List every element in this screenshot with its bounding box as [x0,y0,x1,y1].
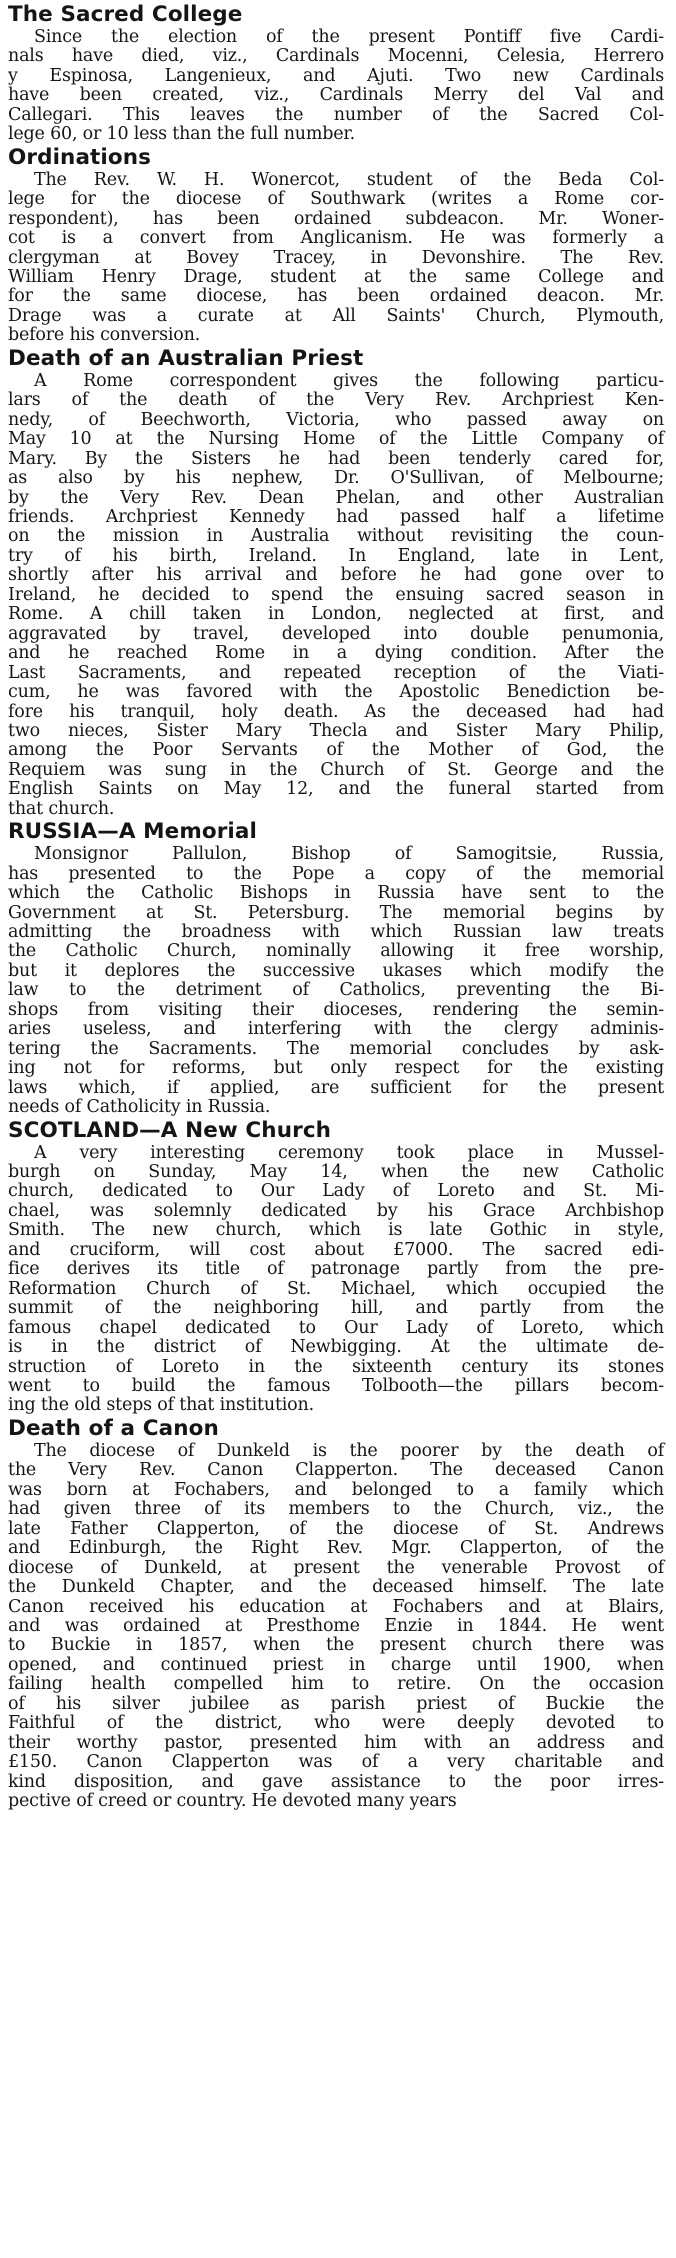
article-heading: Death of an Australian Priest [8,345,364,371]
text-line: y Espinosa, Langenieux, and Ajuti. Two new Cardinals [8,65,664,86]
text-line: lege 60, or 10 less than the full number. [8,124,356,145]
text-line: shops from visiting their dioceses, rendering the semin- [8,999,664,1020]
text-line: before his conversion. [8,325,201,346]
text-line: William Henry Drage, student at the same College and [8,266,664,287]
text-line: diocese of Dunkeld, at present the venerable Provost of [8,1557,664,1578]
text-line: opened, and continued priest in charge until 1900, when [8,1654,664,1675]
article-body [8,171,664,346]
text-line: aggravated by travel, developed into double penumonia, [8,623,664,644]
text-line: late Father Clapperton, of the diocese of St. Andrews [8,1518,664,1539]
text-line: burgh on Sunday, May 14, when the new Catholic [8,1162,664,1183]
text-line: Last Sacraments, and repeated reception of the Viati- [8,662,664,683]
text-line: struction of Loreto in the sixteenth century its stones [8,1356,664,1377]
text-line: nals have died, viz., Cardinals Mocenni, Celesia, Herrero [8,46,664,67]
text-line: £150. Canon Clapperton was of a very charitable and [8,1752,664,1773]
text-line: ing not for reforms, but only respect for the existing [8,1058,664,1079]
text-line: the Very Rev. Canon Clapperton. The deceased Canon [8,1460,664,1481]
text-line: A very interesting ceremony took place in Mussel- [34,1142,664,1163]
text-line: and Edinburgh, the Right Rev. Mgr. Clapperton, of the [8,1538,664,1559]
article-heading: Death of a Canon [8,1415,219,1441]
text-line: has presented to the Pope a copy of the memorial [8,863,664,884]
text-line: ing the old steps of that institution. [8,1395,314,1416]
article [8,819,664,1117]
text-line: the Catholic Church, nominally allowing it free worship, [8,941,664,962]
article-column [8,2,664,1812]
text-line: English Saints on May 12, and the funeral started from [8,779,664,800]
text-line: their worthy pastor, presented him with an address and [8,1732,664,1753]
text-line: as also by his nephew, Dr. O'Sullivan, of Melbourne; [8,468,664,489]
text-line: Smith. The new church, which is late Gothic in style, [8,1220,664,1241]
text-line: law to the detriment of Catholics, preventing the Bi- [8,980,664,1001]
article-body [8,1442,664,1812]
text-line: for the same diocese, has been ordained deacon. Mr. [8,286,664,307]
article [8,2,664,145]
text-line: admitting the broadness with which Russian law treats [8,922,664,943]
text-line: by the Very Rev. Dean Phelan, and other Australian [8,487,664,508]
text-line: and cruciform, will cost about £7000. The sacred edi- [8,1239,664,1260]
text-line: The Rev. W. H. Wonercot, student of the Beda Col- [34,169,664,190]
text-line: laws which, if applied, are sufficient for the present [8,1077,664,1098]
text-line: tering the Sacraments. The memorial concludes by ask- [8,1038,664,1059]
article [8,145,664,346]
text-line: lars of the death of the Very Rev. Archpriest Ken- [8,390,664,411]
article-body [8,28,664,145]
text-line: Monsignor Pallulon, Bishop of Samogitsie, Russia, [34,844,664,865]
text-line: have been created, viz., Cardinals Merry del Val and [8,85,664,106]
text-line: and he reached Rome in a dying condition. After the [8,643,664,664]
text-line: church, dedicated to Our Lady of Loreto and St. Mi- [8,1181,664,1202]
text-line: lege for the diocese of Southwark (writes a Rome cor- [8,189,664,210]
text-line: went to build the famous Tolbooth—the pillars becom- [8,1376,664,1396]
text-line: Faithful of the district, who were deeply devoted to [8,1713,664,1734]
text-line: which the Catholic Bishops in Russia have sent to the [8,883,664,904]
text-line: nedy, of Beechworth, Victoria, who passed away on [8,409,664,430]
text-line: The diocese of Dunkeld is the poorer by the death of [34,1440,664,1461]
text-line: try of his birth, Ireland. In England, late in Lent, [8,545,664,566]
article-body [8,1144,664,1416]
text-line: and was ordained at Presthome Enzie in 1844. He went [8,1615,664,1636]
text-line: shortly after his arrival and before he had gone over to [8,565,664,586]
text-line: failing health compelled him to retire. On the occasion [8,1674,664,1695]
text-line: the Dunkeld Chapter, and the deceased himself. The late [8,1577,664,1598]
text-line: May 10 at the Nursing Home of the Little Company of [8,429,664,450]
text-line: famous chapel dedicated to Our Lady of Loreto, which [8,1317,664,1338]
text-line: Callegari. This leaves the number of the Sacred Col- [8,104,664,125]
text-line: is in the district of Newbigging. At the ultimate de- [8,1337,664,1358]
article [8,1118,664,1416]
text-line: aries useless, and interfering with the clergy adminis- [8,1019,664,1040]
article-body [8,845,664,1117]
text-line: kind disposition, and gave assistance to the poor irres- [8,1771,664,1792]
article [8,346,664,819]
text-line: chael, was solemnly dedicated by his Grace Archbishop [8,1200,664,1221]
text-line: clergyman at Bovey Tracey, in Devonshire. The Rev. [8,247,664,268]
text-line: Government at St. Petersburg. The memorial begins by [8,902,664,923]
text-line: Drage was a curate at All Saints' Church, Plymouth, [8,305,664,326]
text-line: cot is a convert from Anglicanism. He was formerly a [8,228,664,249]
text-line: to Buckie in 1857, when the present church there was [8,1635,664,1656]
text-line: was born at Fochabers, and belonged to a family which [8,1479,664,1500]
text-line: A Rome correspondent gives the following particu- [34,370,664,391]
text-line: Rome. A chill taken in London, neglected at first, and [8,604,664,625]
text-line: Reformation Church of St. Michael, which occupied the [8,1278,664,1299]
text-line: needs of Catholicity in Russia. [8,1097,271,1118]
text-line: Since the election of the present Pontiff five Cardi- [34,27,664,47]
text-line: among the Poor Servants of the Mother of God, the [8,740,664,761]
text-line: Mary. By the Sisters he had been tenderly cared for, [8,448,664,469]
text-line: Canon received his education at Fochabers and at Blairs, [8,1596,664,1617]
article-heading: SCOTLAND—A New Church [8,1117,332,1143]
article-heading: Ordinations [8,144,152,170]
text-line: two nieces, Sister Mary Thecla and Sister Mary Philip, [8,720,664,741]
article-heading: The Sacred College [8,2,243,27]
text-line: that church. [8,798,115,819]
text-line: pective of creed or country. He devoted many years [8,1791,457,1812]
text-line: had given three of its members to the Church, viz., the [8,1499,664,1520]
text-line: friends. Archpriest Kennedy had passed half a lifetime [8,506,664,527]
text-line: fice derives its title of patronage partly from the pre- [8,1259,664,1280]
text-line: respondent), has been ordained subdeacon. Mr. Woner- [8,208,664,229]
text-line: Requiem was sung in the Church of St. George and the [8,759,664,780]
article-body [8,372,664,819]
article [8,1416,664,1812]
text-line: cum, he was favored with the Apostolic Benediction be- [8,682,664,703]
text-line: but it deplores the successive ukases which modify the [8,960,664,981]
text-line: fore his tranquil, holy death. As the deceased had had [8,701,664,722]
text-line: on the mission in Australia without revisiting the coun- [8,526,664,547]
text-line: Ireland, he decided to spend the ensuing sacred season in [8,584,664,605]
text-line: of his silver jubilee as parish priest of Buckie the [8,1693,664,1714]
article-heading: RUSSIA—A Memorial [8,819,257,845]
text-line: summit of the neighboring hill, and partly from the [8,1298,664,1319]
